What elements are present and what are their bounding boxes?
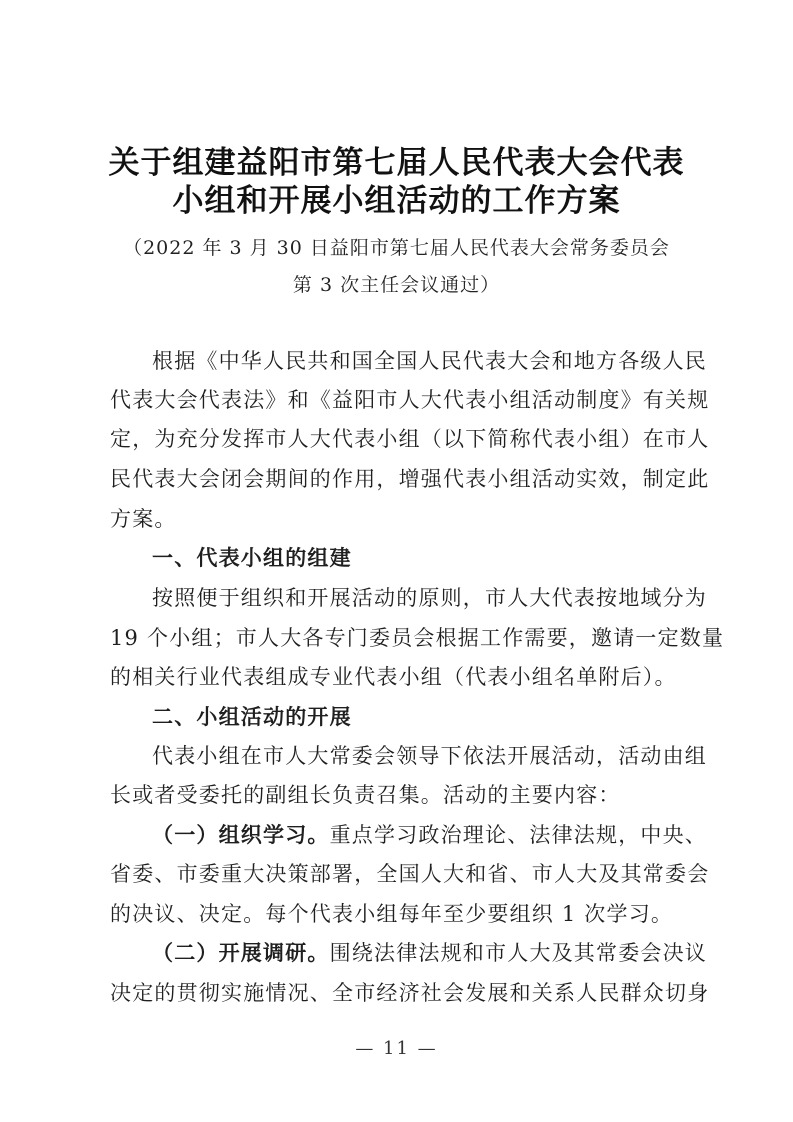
section2-line: 长或者受委托的副组长负责召集。活动的主要内容：: [110, 783, 621, 807]
document-subtitle-line-1: （2022 年 3 月 30 日益阳市第七届人民代表大会常务委员会: [123, 237, 670, 259]
document-subtitle-line-2: 第 3 次主任会议通过）: [292, 274, 501, 296]
section1-line: 的相关行业代表组成专业代表小组（代表小组名单附后）。: [110, 665, 677, 689]
item2-line: 决定的贯彻实施情况、全市经济社会发展和关系人民群众切身: [110, 981, 710, 1005]
page-number: — 11 —: [355, 1038, 438, 1059]
intro-line: 方案。: [110, 507, 177, 531]
intro-line: 定，为充分发挥市人大代表小组（以下简称代表小组）在市人: [110, 427, 710, 451]
item-lead: （一）组织学习。: [152, 823, 330, 847]
item-text: 围绕法律法规和市人大及其常委会决议: [329, 941, 708, 965]
section-heading: 一、代表小组的组建: [152, 546, 352, 570]
document-title-line-1: 关于组建益阳市第七届人民代表大会代表: [108, 145, 685, 181]
item-lead: （二）开展调研。: [152, 941, 330, 965]
item-1-first-line: [152, 822, 708, 848]
item-2-first-line: [152, 940, 708, 966]
intro-line: 民代表大会闭会期间的作用，增强代表小组活动实效，制定此: [110, 467, 710, 491]
intro-line: 根据《中华人民共和国全国人民代表大会和地方各级人民: [152, 349, 707, 373]
item1-line: 省委、市委重大决策部署，全国人大和省、市人大及其常委会: [110, 862, 710, 886]
document-title-line-2: 小组和开展小组活动的工作方案: [172, 183, 621, 219]
item1-line: 的决议、决定。每个代表小组每年至少要组织 1 次学习。: [110, 902, 674, 926]
item-text: 重点学习政治理论、法律法规，中央、: [329, 823, 708, 847]
section1-line: 按照便于组织和开展活动的原则，市人大代表按地域分为: [152, 586, 707, 610]
section1-line: 19 个小组；市人大各专门委员会根据工作需要，邀请一定数量: [110, 626, 725, 650]
section-heading: 二、小组活动的开展: [152, 705, 352, 729]
section2-line: 代表小组在市人大常委会领导下依法开展活动，活动由组: [152, 744, 707, 768]
intro-line: 代表大会代表法》和《益阳市人大代表小组活动制度》有关规: [110, 388, 710, 412]
